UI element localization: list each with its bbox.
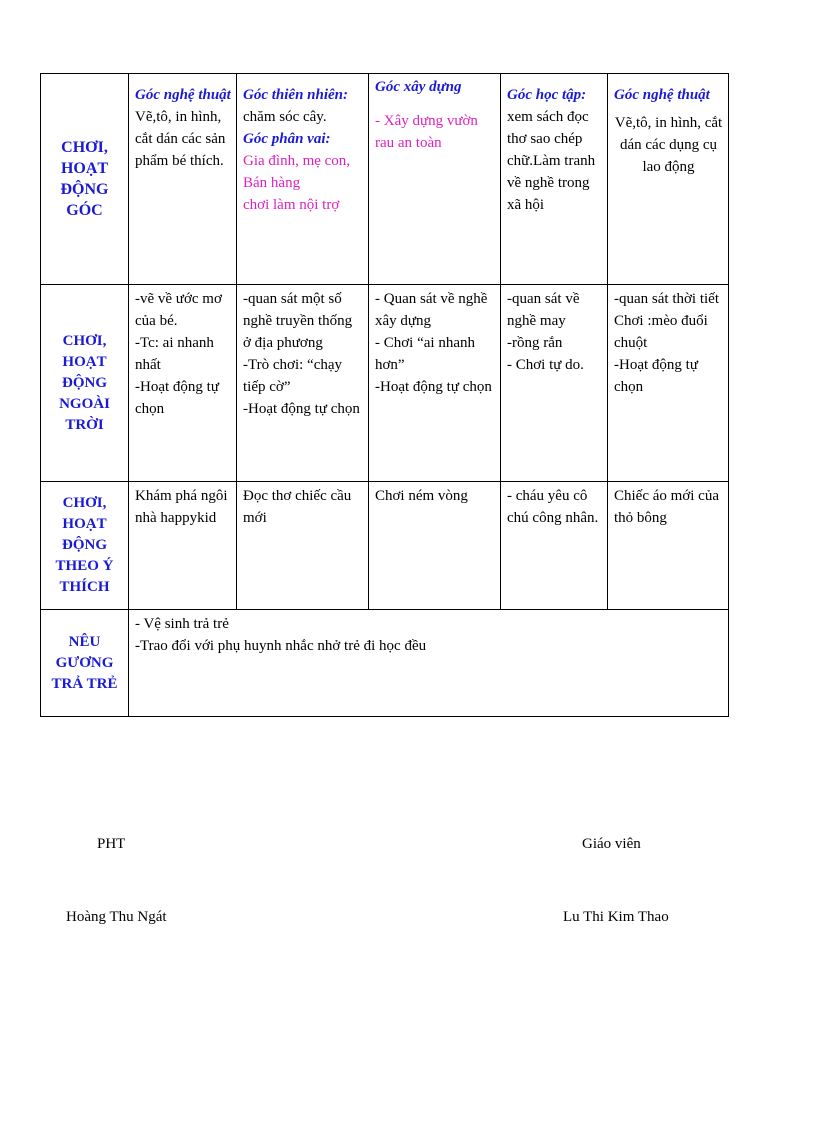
activity-plan-table <box>40 73 729 717</box>
signature-left-role: PHT <box>97 836 126 852</box>
cell-text: Vẽ,tô, in hình, cắt dán các sản phẩm bé thích. <box>135 109 226 169</box>
cell-pink-text: chơi làm nội trợ <box>243 197 340 213</box>
cell-line: -quan sát thời tiết <box>614 291 719 307</box>
cell-title: Góc xây dựng <box>375 79 462 95</box>
cell-title-2: Góc phân vai: <box>243 131 331 147</box>
cell-line: -rồng rắn <box>507 335 563 351</box>
cell-interest-5: Chiếc áo mới của thỏ bông <box>608 482 729 610</box>
cell-title: Góc học tập: <box>507 87 587 103</box>
cell-line: - Chơi “ai nhanh hơn” <box>375 335 475 373</box>
cell-outdoor-5 <box>608 285 729 482</box>
cell-title: Góc nghệ thuật <box>135 87 231 103</box>
signature-right-role: Giáo viên <box>582 836 641 852</box>
praise-row <box>41 610 729 717</box>
row-header-corner: CHƠI, HOẠT ĐỘNG GÓC <box>41 74 129 285</box>
cell-interest-4: - cháu yêu cô chú công nhân. <box>501 482 608 610</box>
cell-line: -Hoạt động tự chọn <box>135 379 219 417</box>
cell-outdoor-2 <box>237 285 369 482</box>
row-header-outdoor: CHƠI, HOẠT ĐỘNG NGOÀI TRỜI <box>41 285 129 482</box>
cell-line: -Tc: ai nhanh nhất <box>135 335 214 373</box>
cell-building-corner <box>369 74 501 285</box>
cell-line: -Trao đổi với phụ huynh nhắc nhở trẻ đi học đều <box>135 638 427 654</box>
signature-right-name: Lu Thi Kim Thao <box>563 909 669 925</box>
cell-line: -vẽ về ước mơ của bé. <box>135 291 222 329</box>
cell-praise <box>129 610 729 717</box>
cell-pink-text: - Xây dựng vườn rau an toàn <box>375 113 478 151</box>
cell-line: - Chơi tự do. <box>507 357 584 373</box>
cell-line: -Hoạt động tự chọn <box>614 357 698 395</box>
cell-title: Góc nghệ thuật <box>614 87 710 103</box>
cell-study-corner <box>501 74 608 285</box>
cell-art-corner <box>129 74 237 285</box>
cell-line: -quan sát về nghề may <box>507 291 580 329</box>
cell-line: -Trò chơi: “chạy tiếp cờ” <box>243 357 343 395</box>
cell-text: xem sách đọc thơ sao chép chữ.Làm tranh về nghề trong xã hội <box>507 109 596 213</box>
cell-nature-roleplay-corner <box>237 74 369 285</box>
cell-line: Chơi :mèo đuổi chuột <box>614 313 708 351</box>
cell-line: -Hoạt động tự chọn <box>243 401 360 417</box>
cell-text: chăm sóc cây. <box>243 109 327 125</box>
cell-interest-1: Khám phá ngôi nhà happykid <box>129 482 237 610</box>
row-header-praise: NÊU GƯƠNG TRẢ TRẺ <box>41 610 129 717</box>
cell-line: -Hoạt động tự chọn <box>375 379 492 395</box>
cell-line: - Quan sát về nghề xây dựng <box>375 291 488 329</box>
cell-art-corner-2 <box>608 74 729 285</box>
cell-interest-3: Chơi ném vòng <box>369 482 501 610</box>
cell-text: Vẽ,tô, in hình, cắt dán các dụng cụ lao động <box>614 115 723 175</box>
cell-line: -quan sát một số nghề truyền thống ở địa phương <box>243 291 353 351</box>
cell-line: - Vệ sinh trả trẻ <box>135 616 229 632</box>
cell-title: Góc thiên nhiên: <box>243 87 349 103</box>
outdoor-activities-row <box>41 285 729 482</box>
interest-activities-row <box>41 482 729 610</box>
cell-interest-2: Đọc thơ chiếc cầu mới <box>237 482 369 610</box>
cell-outdoor-3 <box>369 285 501 482</box>
cell-outdoor-1 <box>129 285 237 482</box>
cell-pink-text: Gia đình, mẹ con, <box>243 153 351 169</box>
cell-pink-text: Bán hàng <box>243 175 301 191</box>
signature-left-name: Hoàng Thu Ngát <box>66 909 167 925</box>
row-header-interest: CHƠI, HOẠT ĐỘNG THEO Ý THÍCH <box>41 482 129 610</box>
corner-activities-row <box>41 74 729 285</box>
cell-outdoor-4 <box>501 285 608 482</box>
